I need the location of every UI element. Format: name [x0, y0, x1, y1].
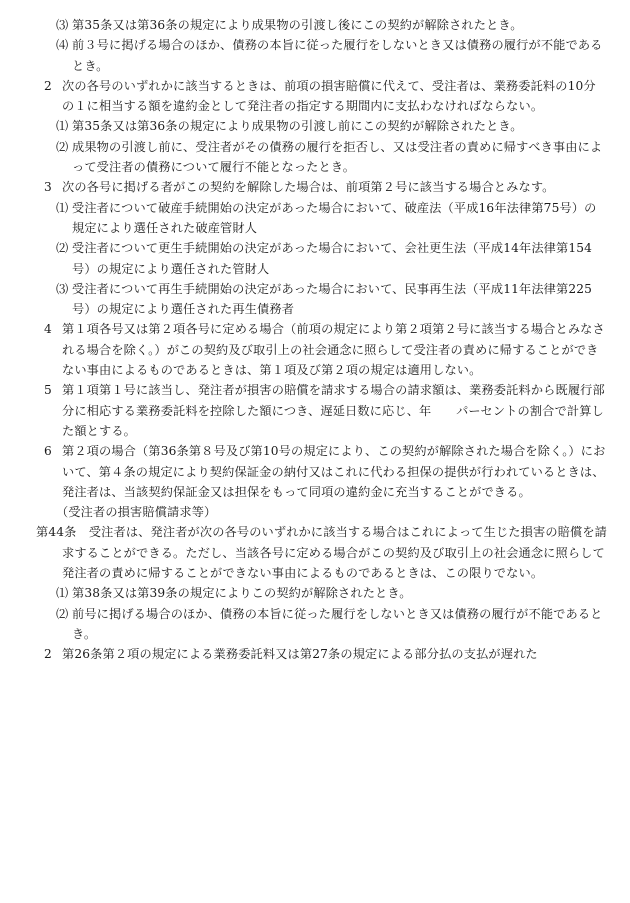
- item-marker: ⑶: [56, 281, 69, 296]
- paragraph-number: 2: [44, 78, 52, 93]
- item-text: 第38条又は第39条の規定によりこの契約が解除されたとき。: [72, 586, 412, 601]
- item-marker: ⑵: [56, 241, 69, 256]
- paragraph-number: 6: [44, 444, 52, 459]
- item-4: [44, 35, 608, 76]
- item-marker: ⑴: [56, 119, 69, 134]
- paragraph-number: 4: [44, 322, 52, 337]
- item-text: 受注者について再生手続開始の決定があった場合において、民事再生法（平成11年法律第225号）の規定により選任された再生債務者: [72, 281, 593, 317]
- paragraph-text: 次の各号に掲げる者がこの契約を解除した場合は、前項第２号に該当する場合とみなす。: [62, 180, 555, 195]
- paragraph-6: [44, 441, 608, 502]
- paragraph-text: 次の各号のいずれかに該当するときは、前項の損害賠償に代えて、受注者は、業務委託料の10分の１に相当する額を違約金として発注者の指定する期間内に支払わなければならない。: [62, 78, 596, 114]
- paragraph-3: [44, 177, 608, 197]
- paragraph-text: 第26条第２項の規定による業務委託料又は第27条の規定による部分払の支払が遅れた: [62, 647, 538, 662]
- article-caption: [44, 502, 608, 522]
- item-1: [44, 116, 608, 136]
- paragraph-text: 第２項の場合（第36条第８号及び第10号の規定により、この契約が解除された場合を除く。）において、第４条の規定により契約保証金の納付又はこれに代わる担保の提供が行われているときは、発注者は、当該契約保証金又は担保をもって同項の違約金に充当することができる。: [62, 444, 606, 499]
- item-3: [44, 15, 608, 35]
- item-marker: ⑴: [56, 586, 69, 601]
- item-text: 前号に掲げる場合のほか、債務の本旨に従った履行をしないとき又は債務の履行が不能であるとき。: [72, 606, 603, 641]
- paragraph-number: 3: [44, 180, 52, 195]
- paragraph-2: [44, 644, 608, 664]
- item-marker: ⑷: [56, 38, 69, 53]
- article-text: 受注者は、発注者が次の各号のいずれかに該当する場合はこれによって生じた損害の賠償を請求することができる。ただし、当該各号に定める場合がこの契約及び取引上の社会通念に照らして発注者の責めに帰することができない事由によるものであるときは、この限りでない。: [62, 525, 608, 581]
- item-marker: ⑵: [56, 606, 69, 621]
- paragraph-4: [44, 319, 608, 380]
- item-2: [44, 238, 608, 279]
- paragraph-text: 第１項第１号に該当し、発注者が損害の賠償を請求する場合の請求額は、業務委託料から既履行部分に相応する業務委託料を控除した額につき、遅延日数に応じ、年 パーセントの割合で計算した額とする。: [62, 383, 605, 438]
- item-1: [44, 198, 608, 239]
- item-text: 受注者について破産手続開始の決定があった場合において、破産法（平成16年法律第75号）の規定により選任された破産管財人: [72, 200, 597, 235]
- item-marker: ⑴: [56, 200, 69, 215]
- item-marker: ⑶: [56, 18, 69, 32]
- paragraph-5: [44, 380, 608, 441]
- caption-text: （受注者の損害賠償請求等）: [56, 505, 217, 520]
- paragraph-number: 5: [44, 383, 52, 398]
- item-text: 成果物の引渡し前に、受注者がその債務の履行を拒否し、又は受注者の責めに帰すべき事由によって受注者の債務について履行不能となったとき。: [72, 139, 603, 175]
- item-marker: ⑵: [56, 139, 69, 154]
- item-3: [44, 279, 608, 320]
- item-text: 受注者について更生手続開始の決定があった場合において、会社更生法（平成14年法律第154号）の規定により選任された管財人: [72, 241, 593, 276]
- item-text: 第35条又は第36条の規定により成果物の引渡し後にこの契約が解除されたとき。: [72, 18, 523, 32]
- item-1: [44, 583, 608, 603]
- article-number: 第44条: [36, 525, 77, 540]
- article-44: [36, 522, 608, 583]
- item-text: 第35条又は第36条の規定により成果物の引渡し前にこの契約が解除されたとき。: [72, 119, 523, 134]
- item-2: [44, 137, 608, 178]
- paragraph-2: [44, 76, 608, 117]
- paragraph-number: 2: [44, 647, 52, 662]
- paragraph-text: 第１項各号又は第２項各号に定める場合（前項の規定により第２項第２号に該当する場合とみなされる場合を除く。）がこの契約及び取引上の社会通念に照らして受注者の責めに帰することができない事由によるものであるときは、第１項及び第２項の規定は適用しない。: [62, 322, 605, 378]
- item-2: [44, 604, 608, 645]
- item-text: 前３号に掲げる場合のほか、債務の本旨に従った履行をしないとき又は債務の履行が不能であるとき。: [72, 38, 603, 73]
